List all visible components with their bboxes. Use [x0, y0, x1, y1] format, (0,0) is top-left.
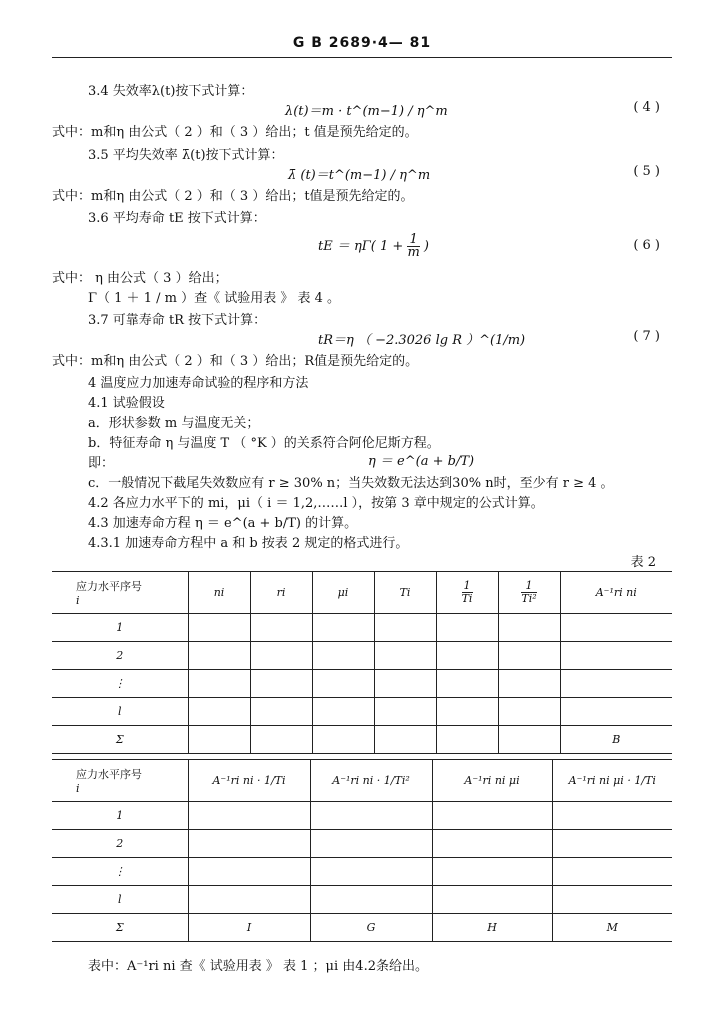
ji-label: 即：	[88, 456, 115, 471]
table-cell	[552, 886, 672, 914]
equation-number-7: ( 7 )	[633, 329, 660, 344]
row-label: 1	[52, 802, 188, 830]
table-cell	[250, 726, 312, 754]
table-row	[52, 886, 672, 914]
table-cell	[250, 614, 312, 642]
section-3-7-title: 3.7 可靠寿命 tR 按下式计算：	[88, 313, 267, 328]
formula-6-lhs: tE ＝ ηΓ( 1 +	[318, 239, 404, 254]
equation-number-6: ( 6 )	[633, 238, 660, 253]
table-row	[52, 698, 672, 726]
table-cell	[560, 614, 672, 642]
table-cell	[188, 830, 310, 858]
table-cell	[312, 726, 374, 754]
header-r: ri	[250, 572, 312, 614]
sum-B: B	[560, 726, 672, 754]
equation-number-4: ( 4 )	[633, 100, 660, 115]
row-label: 1	[52, 614, 188, 642]
row-label: l	[52, 698, 188, 726]
table-cell	[310, 886, 432, 914]
table-cell	[188, 802, 310, 830]
table-cell	[560, 698, 672, 726]
table-cell	[310, 830, 432, 858]
table-row	[52, 614, 672, 642]
assumption-c: c．一般情况下截尾失效数应有 r ≥ 30% n；当失效数无法达到30% n时，至少有 r ≥ 4 。	[88, 476, 614, 491]
table-cell	[498, 614, 560, 642]
table-cell	[432, 802, 552, 830]
section-4-1-title: 4.1 试验假设	[88, 396, 165, 411]
row-label: l	[52, 886, 188, 914]
section-3-4-note: 式中：m和η 由公式（ 2 ）和（ 3 ）给出；t 值是预先给定的。	[52, 125, 418, 140]
section-3-4-title: 3.4 失效率λ(t)按下式计算：	[88, 84, 254, 99]
header-A-mu-over-T: A⁻¹ri ni μi · 1/Ti	[552, 760, 672, 802]
header-inv-T2	[498, 572, 560, 614]
section-4-3-1: 4.3.1 加速寿命方程中 a 和 b 按表 2 规定的格式进行。	[88, 536, 409, 551]
table-cell	[188, 670, 250, 698]
table-cell	[374, 726, 436, 754]
table-cell	[188, 726, 250, 754]
page-header: G B 2689·4— 81	[292, 35, 432, 51]
table-cell	[552, 858, 672, 886]
table-cell	[374, 698, 436, 726]
row-label: ⋮	[52, 858, 188, 886]
table-cell	[498, 726, 560, 754]
table-1-header-row	[52, 572, 672, 614]
table-cell	[374, 670, 436, 698]
inv-T2-den: Ti²	[521, 592, 537, 605]
table-cell	[188, 886, 310, 914]
header-inv-T	[436, 572, 498, 614]
table-row	[52, 670, 672, 698]
inv-T-den: Ti	[461, 592, 473, 605]
table-row	[52, 726, 672, 754]
table-cell	[312, 614, 374, 642]
header-stress-level	[52, 572, 188, 614]
table-cell	[498, 642, 560, 670]
table-cell	[436, 614, 498, 642]
formula-4: λ(t)＝m · t^(m−1) / η^m	[285, 104, 448, 119]
table-footnote: 表中：A⁻¹ri ni 查《 试验用表 》 表 1 ；μi 由4.2条给出。	[88, 959, 428, 974]
header-A: A⁻¹ri ni	[560, 572, 672, 614]
section-3-5-title: 3.5 平均失效率 λ̄(t)按下式计算：	[88, 148, 284, 163]
table-cell	[188, 698, 250, 726]
table-row	[52, 914, 672, 942]
assumption-a: a．形状参数 m 与温度无关；	[88, 416, 260, 431]
formula-6-fraction	[407, 234, 419, 259]
section-4-2: 4.2 各应力水平下的 mi，μi（ i ＝ 1,2,……l ），按第 3 章中规定的公式计算。	[88, 496, 544, 511]
table-2-part-2	[52, 759, 672, 942]
table-cell	[250, 642, 312, 670]
row-label: ⋮	[52, 670, 188, 698]
table-cell	[436, 642, 498, 670]
section-4-3: 4.3 加速寿命方程 η ＝ e^(a + b/T) 的计算。	[88, 516, 358, 531]
table-cell	[312, 642, 374, 670]
row-label: 2	[52, 642, 188, 670]
table-cell	[188, 642, 250, 670]
section-3-5-note: 式中：m和η 由公式（ 2 ）和（ 3 ）给出；t值是预先给定的。	[52, 189, 414, 204]
header-T: Ti	[374, 572, 436, 614]
table-cell	[436, 670, 498, 698]
header-mu: μi	[312, 572, 374, 614]
equation-number-5: ( 5 )	[633, 164, 660, 179]
formula-6-numerator: 1	[407, 234, 419, 247]
table-cell	[250, 698, 312, 726]
table-cell	[498, 698, 560, 726]
table-cell	[552, 830, 672, 858]
table-cell	[552, 802, 672, 830]
table-cell	[374, 642, 436, 670]
formula-6-denominator: m	[407, 245, 420, 260]
formula-5: λ̄ (t)＝t^(m−1) / η^m	[288, 168, 431, 183]
header-stress-level-i: i	[76, 594, 80, 607]
row-label: Σ	[52, 914, 188, 942]
table-cell	[374, 614, 436, 642]
assumption-b: b．特征寿命 η 与温度 T （ °K ）的关系符合阿伦尼斯方程。	[88, 436, 440, 451]
table-2-part-1	[52, 571, 672, 754]
table-cell	[498, 670, 560, 698]
formula-7: tR＝η （ −2.3026 lg R ）^(1/m)	[318, 333, 526, 348]
table-cell	[436, 698, 498, 726]
section-4-title: 4 温度应力加速寿命试验的程序和方法	[88, 376, 309, 391]
table-cell	[560, 670, 672, 698]
header-stress-level-2	[52, 760, 188, 802]
table-row	[52, 802, 672, 830]
table-cell	[312, 698, 374, 726]
sum-M: M	[552, 914, 672, 942]
row-label: Σ	[52, 726, 188, 754]
sum-I: I	[188, 914, 310, 942]
table-2-header-row	[52, 760, 672, 802]
header-A-over-T2: A⁻¹ri ni · 1/Ti²	[310, 760, 432, 802]
table-cell	[432, 886, 552, 914]
section-3-7-note: 式中：m和η 由公式（ 2 ）和（ 3 ）给出；R值是预先给定的。	[52, 354, 419, 369]
table-row	[52, 858, 672, 886]
header-stress-level-2-i: i	[76, 782, 80, 795]
header-stress-level-2-label: 应力水平序号	[76, 768, 142, 781]
table-cell	[312, 670, 374, 698]
table-cell	[432, 858, 552, 886]
table-cell	[250, 670, 312, 698]
table-cell	[432, 830, 552, 858]
table-cell	[310, 802, 432, 830]
table-cell	[560, 642, 672, 670]
row-label: 2	[52, 830, 188, 858]
table-cell	[436, 726, 498, 754]
section-3-6-title: 3.6 平均寿命 tE 按下式计算：	[88, 211, 266, 226]
table-2-label: 表 2	[630, 555, 656, 570]
table-cell	[188, 614, 250, 642]
inv-T2-num: 1	[521, 580, 536, 593]
table-row	[52, 642, 672, 670]
table-cell	[310, 858, 432, 886]
section-3-6-note-1: 式中： η 由公式（ 3 ）给出；	[52, 271, 228, 286]
formula-6	[318, 234, 429, 259]
header-A-mu: A⁻¹ri ni μi	[432, 760, 552, 802]
table-row	[52, 830, 672, 858]
header-A-over-T: A⁻¹ri ni · 1/Ti	[188, 760, 310, 802]
inv-T-num: 1	[463, 579, 471, 592]
section-3-6-note-2: Γ（ 1 ＋ 1 / m ）查《 试验用表 》 表 4 。	[88, 291, 340, 306]
sum-G: G	[310, 914, 432, 942]
header-stress-level-label: 应力水平序号	[76, 580, 142, 593]
arrhenius-formula: η ＝ e^(a + b/T)	[368, 454, 475, 469]
table-cell	[188, 858, 310, 886]
header-rule	[52, 57, 672, 58]
header-n: ni	[188, 572, 250, 614]
sum-H: H	[432, 914, 552, 942]
formula-6-rhs: )	[423, 239, 429, 254]
